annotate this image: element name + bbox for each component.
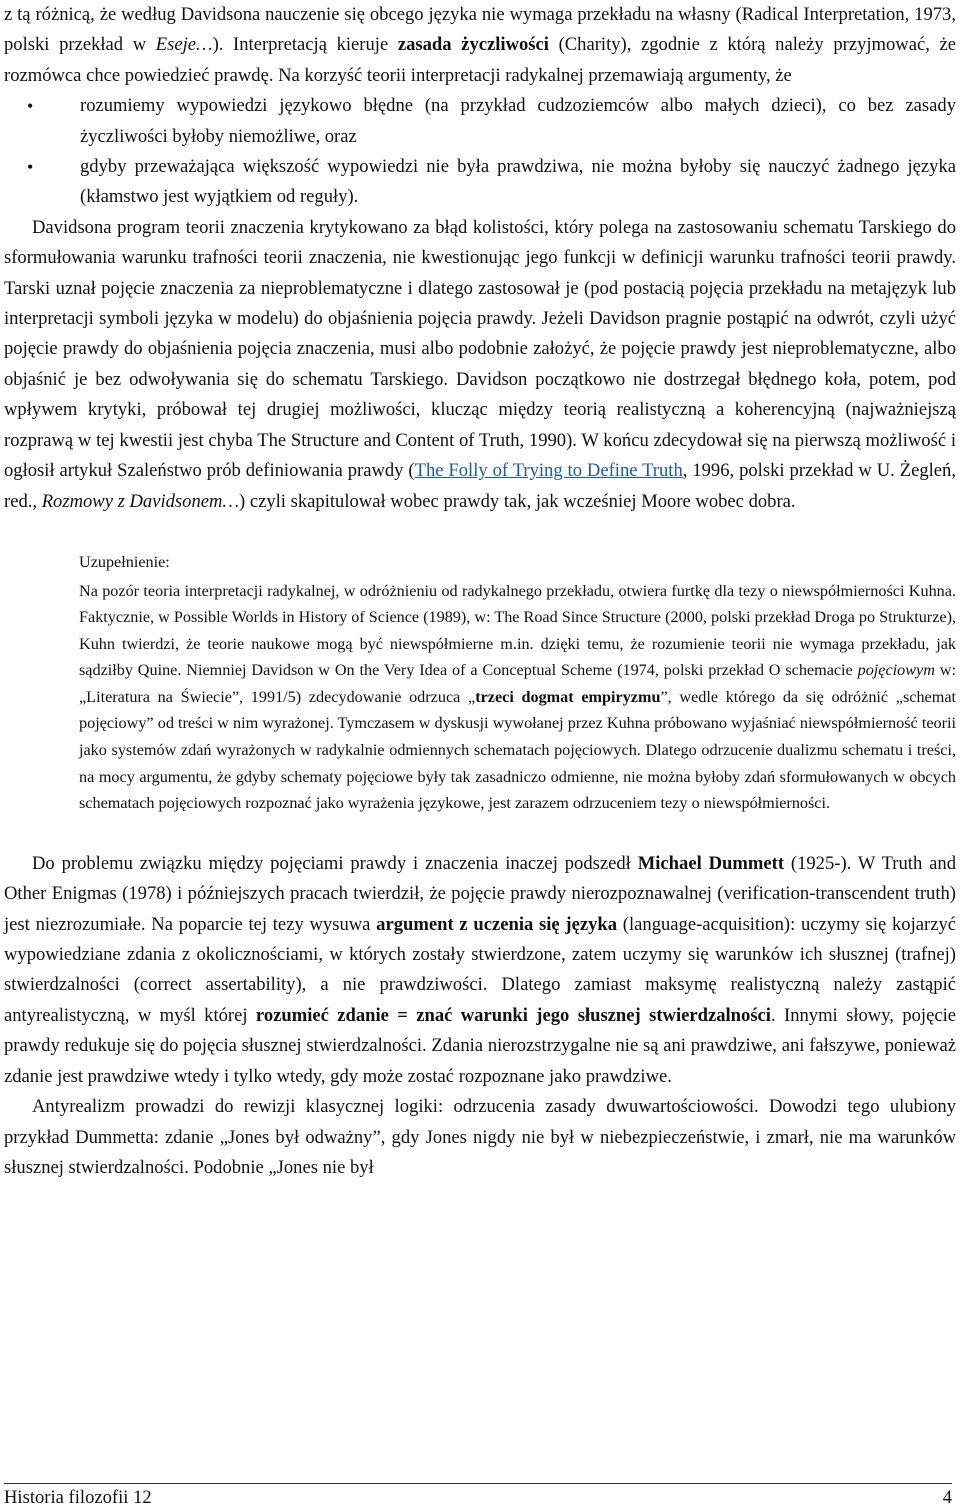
supplement-heading: Uzupełnienie: [79, 552, 170, 571]
list-item: • gdyby przeważająca większość wypowiedzi nie była prawdziwa, nie można byłoby się nauczyć żadnego języka (kłamstwo jest wyjątkiem od reguły). [80, 152, 956, 213]
document-page [4, 0, 956, 1183]
list-item: • rozumiemy wypowiedzi językowo błędne (na przykład cudzoziemców albo małych dzieci), co bez zasady życzliwości byłoby niemożliwe, oraz [80, 91, 956, 152]
paragraph-2: Davidsona program teorii znaczenia krytykowano za błąd kolistości, który polega na zastosowaniu schematu Tarskiego do sformułowania warunku trafności teorii znaczenia, nie kwestionując jego funkcji w definicji warunku trafności teorii prawdy. Tarski uznał pojęcie znaczenia za nieproblematyczne i dlatego zastosował je (pod postacią pojęcia przekładu na metajęzyk lub interpretacji symboli języka w modelu) do objaśnienia pojęcia prawdy. Jeżeli Davidson pragnie postąpić na odwrót, czyli użyć pojęcie prawdy do objaśnienia pojęcia znaczenia, musi albo podobnie założyć, że pojęcie prawdy jest nieproblematyczne, albo objaśnić je bez odwoływania się do schematu Tarskiego. Davidson początkowo nie dostrzegał błędnego koła, potem, pod wpływem krytyki, próbował tej drugiej możliwości, klucząc między teorią realistyczną a koherencyjną (najważniejszą rozprawą w tej kwestii jest chyba The Structure and Content of Truth, 1990). W końcu zdecydował się na pierwszą możliwość i ogłosił artykuł Szaleństwo prób definiowania prawdy (The Folly of Trying to Define Truth, 1996, polski przekład w U. Żegleń, red., Rozmowy z Davidsonem…) czyli skapitulował wobec prawdy tak, jak wcześniej Moore wobec dobra. [4, 216, 956, 512]
main-text-2 [4, 849, 956, 1183]
term-language-acquisition: argument z uczenia się języka [376, 913, 618, 935]
term-charity: zasada życzliwości [397, 34, 549, 56]
page-number: 4 [942, 1487, 952, 1508]
name-dummett: Michael Dummett [637, 852, 785, 874]
term-third-dogma: trzeci dogmat empiryzmu [475, 687, 661, 706]
supplement-text: Na pozór teoria interpretacji radykalnej, w odróżnieniu od radykalnego przekładu, otwiera furtkę dla tezy o niewspółmierności Kuhna. Faktycznie, w Possible Worlds in History of Science (1989), w: The Road Since Structure (2000, polski przekład Droga po Strukturze), Kuhn twierdzi, że teorie naukowe mogą być niewspółmierne m.in. dzięki temu, że rozumienie teorii nie wymaga przekładu, jak sądziłby Quine. Niemniej Davidson w On the Very Idea of a Conceptual Scheme (1974, polski przekład O schemacie pojęciowym w: „Literatura na Świecie”, 1991/5) zdecydowanie odrzuca „trzeci dogmat empiryzmu”, wedle którego da się odróżnić „schemat pojęciowy” od treści w nim wyrażonej. Tymczasem w dyskusji wywołanej przez Kuhna próbowano wyjaśniać niewspółmierność teorii jako systemów zdań wyrażonych w radykalnie odmiennych schematach pojęciowych. Dlatego odrzucenie dualizmu schematu i treści, na mocy argumentu, że gdyby schematy pojęciowe były tak zasadniczo odmienne, nie można byłoby zdań sformułowanych w obcych schematach pojęciowych rozpoznać jako wyrażenia językowe, jest zarazem odrzuceniem tezy o niewspółmierności. [79, 581, 957, 813]
paragraph-3: Do problemu związku między pojęciami prawdy i znaczenia inaczej podszedł Michael Dummett (1925-). W Truth and Other Enigmas (1978) i późniejszych pracach twierdził, że pojęcie prawdy nierozpoznawalnej (verification-transcendent truth) jest niezrozumiałe. Na poparcie tej tezy wysuwa argument z uczenia się języka (language-acquisition): uczymy się kojarzyć wypowiedziane zdania z okolicznościami, w których zostały stwierdzone, zatem uczymy się warunków ich słusznej (trafnej) stwierdzalności (correct assertability), a nie prawdziwości. Dlatego zamiast maksymę realistyczną należy zastąpić antyrealistyczną, w myśl której rozumieć zdanie = znać warunki jego słusznej stwierdzalności. Innymi słowy, pojęcie prawdy redukuje się do pojęcia słusznej stwierdzalności. Zdania nierozstrzygalne nie są ani prawdziwe, ani fałszywe, ponieważ zdanie jest prawdziwe wtedy i tylko wtedy, gdy może zostać rozpoznane jako prawdziwe. [4, 852, 957, 1087]
paragraph-1: z tą różnicą, że według Davidsona nauczenie się obcego języka nie wymaga przekładu na własny (Radical Interpretation, 1973, polski przekład w Eseje…). Interpretacją kieruje zasada życzliwości (Charity), zgodnie z którą należy przyjmować, że rozmówca chce powiedzieć prawdę. Na korzyść teorii interpretacji radykalnej przemawiają argumenty, że [4, 4, 956, 86]
argument-list [4, 91, 956, 213]
italic-title: Rozmowy z Davidsonem… [41, 490, 239, 512]
main-text [4, 0, 956, 517]
supplement-box [79, 549, 956, 817]
folly-link[interactable]: The Folly of Trying to Define Truth [414, 460, 683, 482]
paragraph-4: Antyrealizm prowadzi do rewizji klasycznej logiki: odrzucenia zasady dwuwartościowości. Dowodzi tego ulubiony przykład Dummetta: zdanie „Jones był odważny”, gdy Jones nigdy nie był w niebezpieczeństwie, i zmarł, nie ma warunków słusznej stwierdzalności. Podobnie „Jones nie był [4, 1096, 956, 1178]
page-footer [4, 1483, 952, 1510]
term-assertability: rozumieć zdanie = znać warunki jego słusznej stwierdzalności [255, 1004, 771, 1026]
footer-title: Historia filozofii 12 [4, 1487, 152, 1508]
italic-title: Eseje… [155, 34, 213, 56]
italic-title: pojęciowym [857, 661, 935, 680]
